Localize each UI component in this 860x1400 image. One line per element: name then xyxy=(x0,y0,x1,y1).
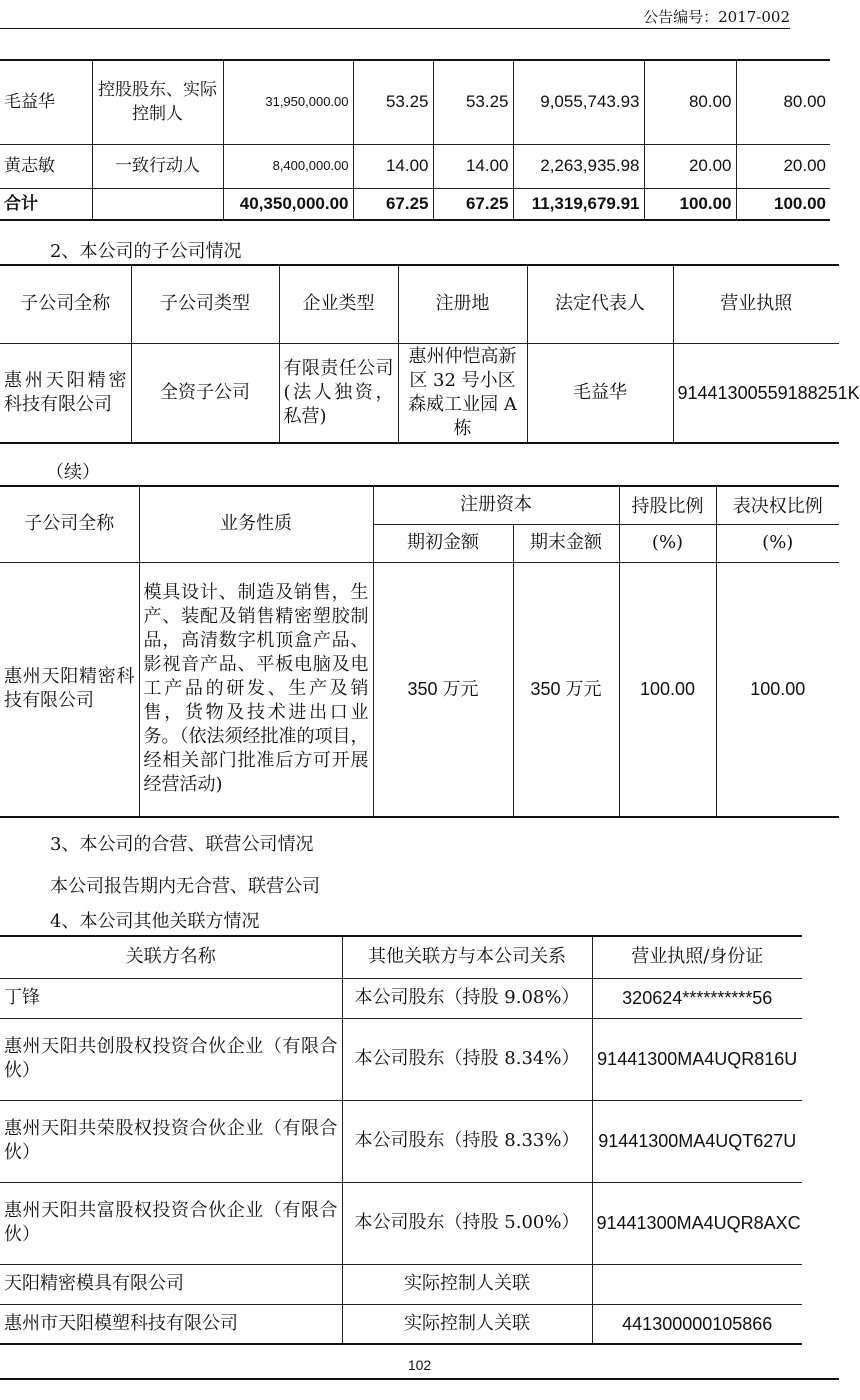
related-party-name: 惠州天阳共创股权投资合伙企业（有限合伙） xyxy=(0,1018,342,1100)
column-header: 其他关联方与本公司关系 xyxy=(342,936,592,978)
shareholder-value: 14.00 xyxy=(353,144,433,188)
table-row xyxy=(0,144,830,188)
shareholder-value: 80.00 xyxy=(644,60,736,144)
column-header: 关联方名称 xyxy=(0,936,342,978)
capital-end: 350 万元 xyxy=(513,562,619,817)
capital-begin: 350 万元 xyxy=(373,562,513,817)
related-party-relation: 本公司股东（持股 8.34%） xyxy=(342,1018,592,1100)
related-party-id: 91441300MA4UQR8AXC xyxy=(592,1182,802,1264)
related-party-name: 惠州天阳共荣股权投资合伙企业（有限合伙） xyxy=(0,1100,342,1182)
section-4-title: 4、本公司其他关联方情况 xyxy=(50,911,260,932)
registered-address: 惠州仲恺高新区 32 号小区森威工业园 A 栋 xyxy=(398,343,527,443)
total-row xyxy=(0,188,830,220)
related-party-id: 91441300MA4UQR816U xyxy=(592,1018,802,1100)
related-party-relation: 本公司股东（持股 9.08%） xyxy=(342,978,592,1018)
business-license: 91441300559188251K xyxy=(673,343,839,443)
table-row xyxy=(0,60,830,144)
total-value: 67.25 xyxy=(353,188,433,220)
related-party-relation: 实际控制人关联 xyxy=(342,1264,592,1304)
related-party-name: 惠州市天阳模塑科技有限公司 xyxy=(0,1304,342,1344)
shareholder-name: 毛益华 xyxy=(0,60,92,144)
shareholder-value: 80.00 xyxy=(736,60,830,144)
legal-representative: 毛益华 xyxy=(527,343,673,443)
unit-label: (%) xyxy=(619,524,716,562)
column-header: 子公司全称 xyxy=(0,486,139,562)
shareholder-amount: 8,400,000.00 xyxy=(223,144,353,188)
shareholder-table xyxy=(0,59,830,221)
section-3-note: 本公司报告期内无合营、联营公司 xyxy=(50,876,320,897)
shareholder-value: 20.00 xyxy=(736,144,830,188)
table-header-row xyxy=(0,936,802,978)
column-header: 表决权比例 xyxy=(716,486,839,524)
column-header: 期末金额 xyxy=(513,524,619,562)
column-header: 子公司类型 xyxy=(131,265,279,343)
column-header: 子公司全称 xyxy=(0,265,131,343)
empty-cell xyxy=(92,188,223,220)
subsidiary-detail-table xyxy=(0,485,839,818)
related-party-name: 丁锋 xyxy=(0,978,342,1018)
subsidiary-name: 惠州天阳精密科技有限公司 xyxy=(0,562,139,817)
column-header: 营业执照/身份证 xyxy=(592,936,802,978)
column-header: 法定代表人 xyxy=(527,265,673,343)
total-value: 40,350,000.00 xyxy=(223,188,353,220)
column-header: 期初金额 xyxy=(373,524,513,562)
column-header: 注册地 xyxy=(398,265,527,343)
table-header-row xyxy=(0,265,839,343)
total-value: 100.00 xyxy=(736,188,830,220)
shareholder-value: 20.00 xyxy=(644,144,736,188)
shareholder-relation: 一致行动人 xyxy=(92,144,223,188)
total-value: 100.00 xyxy=(644,188,736,220)
total-label: 合计 xyxy=(0,188,92,220)
table-row xyxy=(0,1304,802,1344)
enterprise-type: 有限责任公司(法人独资，私营) xyxy=(279,343,398,443)
vote-ratio: 100.00 xyxy=(716,562,839,817)
shareholder-name: 黄志敏 xyxy=(0,144,92,188)
related-party-relation: 本公司股东（持股 5.00%） xyxy=(342,1182,592,1264)
subsidiary-type: 全资子公司 xyxy=(131,343,279,443)
table-row xyxy=(0,343,839,443)
continued-label: （续） xyxy=(46,462,100,483)
section-3-title: 3、本公司的合营、联营公司情况 xyxy=(50,834,314,855)
shareholder-amount: 31,950,000.00 xyxy=(223,60,353,144)
subsidiary-table xyxy=(0,264,860,444)
related-party-id xyxy=(592,1264,802,1304)
related-party-relation: 实际控制人关联 xyxy=(342,1304,592,1344)
shareholder-value: 53.25 xyxy=(433,60,513,144)
table-row xyxy=(0,562,839,817)
related-party-id: 91441300MA4UQT627U xyxy=(592,1100,802,1182)
shareholder-value: 9,055,743.93 xyxy=(513,60,644,144)
table-row xyxy=(0,1264,802,1304)
subsidiary-name: 惠州天阳精密科技有限公司 xyxy=(0,343,131,443)
business-scope: 模具设计、制造及销售，生产、装配及销售精密塑胶制品，高清数字机顶盒产品、影视音产品、平板电脑及电工产品的研发、生产及销售，货物及技术进出口业务。（依法须经批准的项目，经相关部门批准后方可开展经营活动) xyxy=(139,562,373,817)
column-header: 业务性质 xyxy=(139,486,373,562)
table-header-row xyxy=(0,486,839,524)
doc-number: 公告编号：2017-002 xyxy=(643,8,790,26)
column-header: 企业类型 xyxy=(279,265,398,343)
unit-label: (%) xyxy=(716,524,839,562)
table-row xyxy=(0,1100,802,1182)
section-2-title: 2、本公司的子公司情况 xyxy=(50,241,242,262)
total-value: 67.25 xyxy=(433,188,513,220)
shareholder-value: 14.00 xyxy=(433,144,513,188)
related-party-id: 320624**********56 xyxy=(592,978,802,1018)
shareholder-value: 2,263,935.98 xyxy=(513,144,644,188)
total-value: 11,319,679.91 xyxy=(513,188,644,220)
table-row xyxy=(0,1182,802,1264)
related-party-id: 441300000105866 xyxy=(592,1304,802,1344)
table-row xyxy=(0,1018,802,1100)
footer-rule xyxy=(0,1378,839,1380)
page-number: 102 xyxy=(407,1357,432,1373)
column-header: 营业执照 xyxy=(673,265,839,343)
table-row xyxy=(0,978,802,1018)
related-party-name: 天阳精密模具有限公司 xyxy=(0,1264,342,1304)
shareholder-value: 53.25 xyxy=(353,60,433,144)
related-party-table xyxy=(0,935,802,1345)
header-rule xyxy=(0,28,790,29)
shareholder-relation: 控股股东、实际控制人 xyxy=(92,60,223,144)
column-header: 注册资本 xyxy=(373,486,619,524)
related-party-relation: 本公司股东（持股 8.33%） xyxy=(342,1100,592,1182)
share-ratio: 100.00 xyxy=(619,562,716,817)
related-party-name: 惠州天阳共富股权投资合伙企业（有限合伙） xyxy=(0,1182,342,1264)
column-header: 持股比例 xyxy=(619,486,716,524)
